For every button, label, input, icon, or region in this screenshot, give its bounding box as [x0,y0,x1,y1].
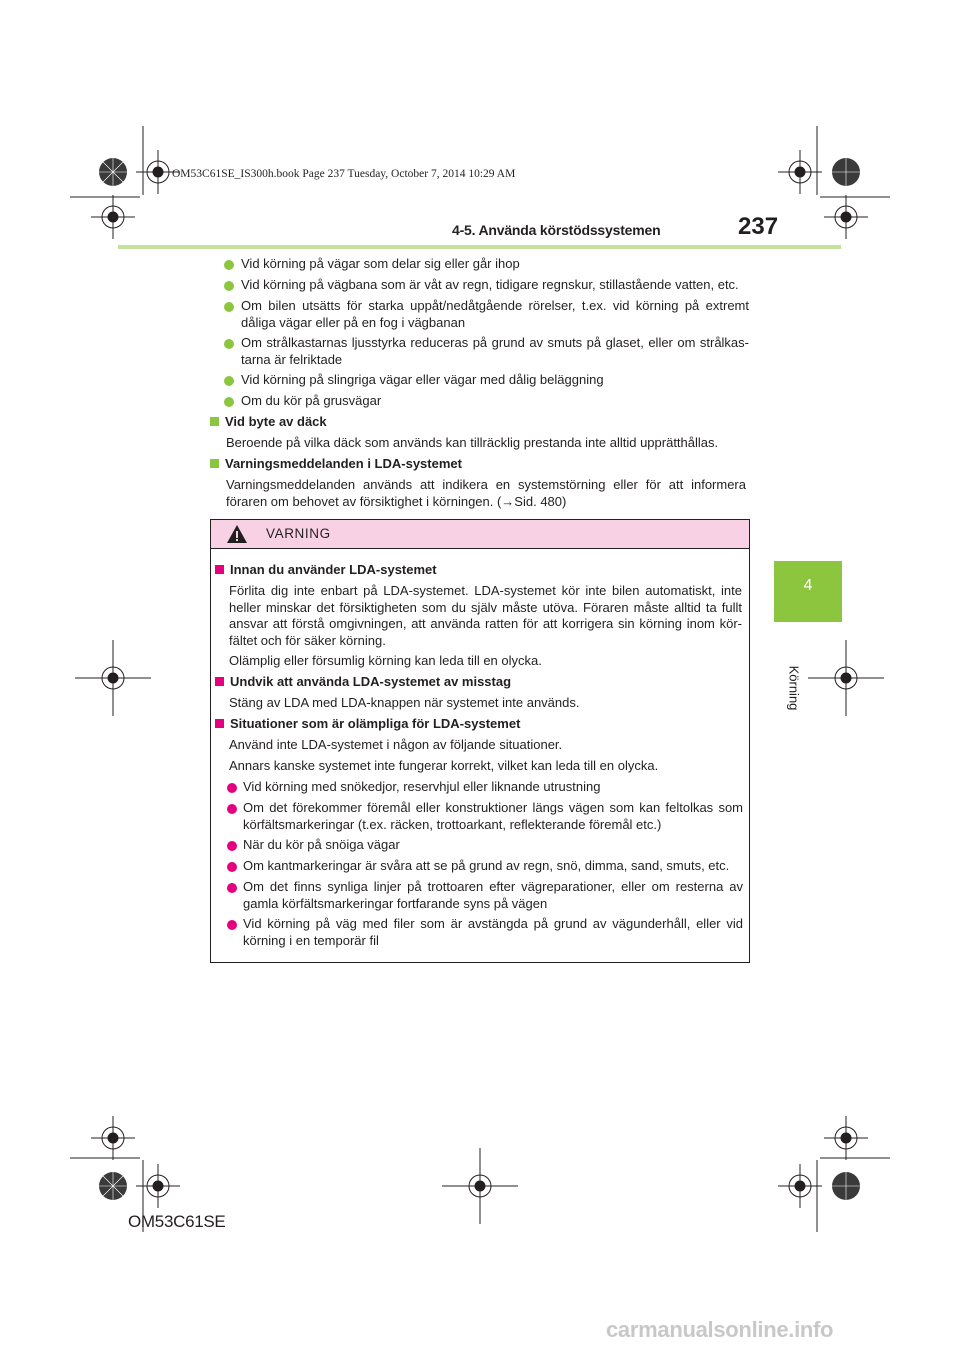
bullet-dot [227,841,237,851]
warning-heading: Situationer som är olämpliga för LDA-systemet [215,716,520,733]
list-item: Om strålkastarnas ljusstyrka reduceras på grund av smuts på glaset, eller om strålkas-tarna är felriktade [224,335,749,368]
square-bullet-icon [210,417,219,426]
list-item: Vid körning på slingriga vägar eller vägar med dålig beläggning [224,372,749,389]
bullet-dot [224,281,234,291]
square-bullet-icon [215,565,224,574]
warning-list-item: Vid körning med snökedjor, reservhjul eller liknande utrustning [227,779,743,796]
square-bullet-icon [215,677,224,686]
bullet-dot [224,302,234,312]
header-rule [118,245,841,249]
bullet-dot [224,339,234,349]
warning-list-item: Om det förekommer föremål eller konstruktioner längs vägen som kan feltolkas som körfältsmarkeringar (t.ex. räcken, trottoarkant, reflekterande föremål etc.) [227,800,743,833]
warning-text: Stäng av LDA med LDA-knappen när systemet inte används. [229,695,580,710]
bullet-dot [224,397,234,407]
list-item: Om bilen utsätts för starka uppåt/nedåtgående rörelser, t.ex. vid körning på extremt dåliga vägar eller på en fog i vägbanan [224,298,749,331]
warning-list-item: Om kantmarkeringar är svåra att se på grund av regn, snö, dimma, sand, smuts, etc. [227,858,743,875]
bullet-dot [227,783,237,793]
manual-code: OM53C61SE [128,1212,226,1231]
list-item: Vid körning på vägar som delar sig eller går ihop [224,256,749,273]
warning-heading: Innan du använder LDA-systemet [215,562,437,579]
chapter-name [783,658,805,718]
bullet-dot [227,804,237,814]
warning-heading: Undvik att använda LDA-systemet av misstag [215,674,511,691]
warning-title: VARNING [266,526,331,541]
warning-text: Annars kanske systemet inte fungerar korrekt, vilket kan leda till en olycka. [229,758,659,773]
warning-text: Olämplig eller försumlig körning kan leda till en olycka. [229,653,542,668]
square-bullet-icon [210,459,219,468]
section-text: Beroende på vilka däck som används kan tillräcklig prestanda inte alltid upprätthållas. [226,435,719,450]
print-info: OM53C61SE_IS300h.book Page 237 Tuesday, October 7, 2014 10:29 AM [172,168,516,180]
square-bullet-icon [215,719,224,728]
warning-text: Förlita dig inte enbart på LDA-systemet. LDA-systemet kör inte bilen automatiskt, inte heller minskar det försiktigheten som du själv måste utöva. Föraren måste alltid ta fullt ansvar att förstå omgivningen, att använda ratten för att korrigera sin körning inom kör-fältet och för säker körning. [229,583,742,648]
bullet-dot [227,883,237,893]
bullet-dot [227,920,237,930]
section-title: 4-5. Använda körstödssystemen [452,222,661,238]
page-number: 237 [738,213,779,240]
warning-triangle-icon [226,523,248,545]
bullet-dot [227,862,237,872]
warning-list-item: När du kör på snöiga vägar [227,837,743,854]
section-heading: Vid byte av däck [210,414,327,431]
bullet-dot [224,260,234,270]
chapter-number: 4 [803,577,813,594]
warning-list-item: Om det finns synliga linjer på trottoaren efter vägreparationer, eller om resterna av gamla körfältsmarkeringar fortfarande syns på vägen [227,879,743,912]
bullet-dot [224,376,234,386]
watermark: carmanualsonline.info [606,1317,834,1342]
warning-text: Använd inte LDA-systemet i någon av följande situationer. [229,737,563,752]
chapter-name-label: Körning [786,665,802,711]
section-heading: Varningsmeddelanden i LDA-systemet [210,456,462,473]
list-item: Vid körning på vägbana som är våt av regn, tidigare regnskur, stillastående vatten, etc. [224,277,749,294]
list-item: Om du kör på grusvägar [224,393,749,410]
warning-list-item: Vid körning på väg med filer som är avstängda på grund av vägunderhåll, eller vid körning i en temporär fil [227,916,743,949]
section-text: Varningsmeddelanden används att indikera en systemstörning eller för att informera föraren om behovet av försiktighet i körningen. (→Sid. 480) [226,477,746,509]
